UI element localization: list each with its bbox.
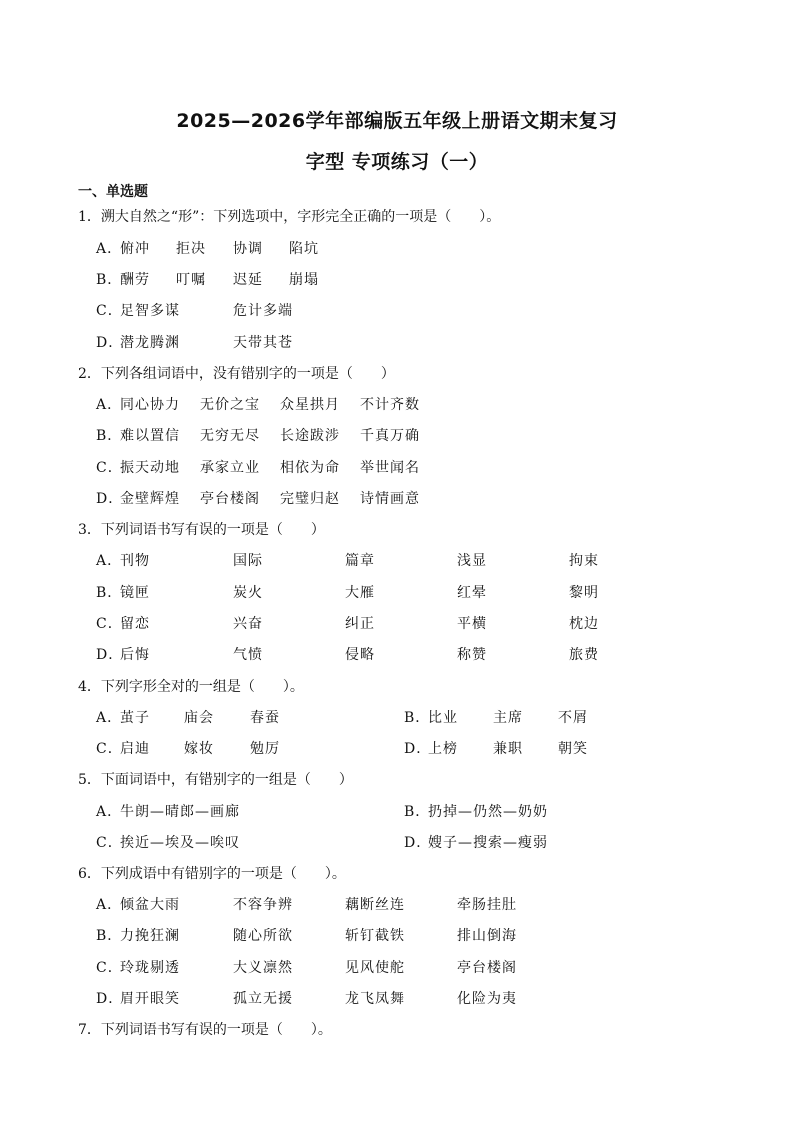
option-item: 拒决 <box>176 241 206 257</box>
option-item: 龙飞凤舞 <box>345 991 405 1007</box>
option-item: 孤立无援 <box>233 991 293 1007</box>
option-item: 排山倒海 <box>457 928 517 944</box>
option-item: 无穷无尽 <box>200 428 260 444</box>
question-3-stem: 3．下列词语书写有误的一项是（ ） <box>78 522 325 538</box>
option-item: 勉厉 <box>250 741 280 757</box>
option-item: 篇章 <box>345 553 375 569</box>
option-item: 潜龙腾渊 <box>120 335 180 351</box>
option-label: C． <box>96 960 123 976</box>
option-label: C． <box>96 460 123 476</box>
option-item: 留恋 <box>120 616 150 632</box>
question-5-stem: 5．下面词语中，有错别字的一组是（ ） <box>78 772 353 788</box>
q6-option-a <box>0 894 794 914</box>
option-item: 陷坑 <box>289 241 319 257</box>
question-6-stem: 6．下列成语中有错别字的一项是（ ）。 <box>78 866 346 882</box>
option-item: 挨近—埃及—唉叹 <box>120 835 240 851</box>
option-item: 俯冲 <box>120 241 150 257</box>
q1-option-d <box>0 332 794 352</box>
option-label: B． <box>96 928 123 944</box>
option-item: 倾盆大雨 <box>120 897 180 913</box>
q5-options-ab <box>0 801 794 821</box>
option-item: 侵略 <box>345 647 375 663</box>
option-item: 庙会 <box>184 710 214 726</box>
option-label: D． <box>96 647 124 663</box>
option-item: 玲珑剔透 <box>120 960 180 976</box>
option-item: 同心协力 <box>120 397 180 413</box>
option-item: 迟延 <box>233 272 263 288</box>
q6-option-d <box>0 988 794 1008</box>
option-item: 枕边 <box>569 616 599 632</box>
option-item: 茧子 <box>120 710 150 726</box>
option-item: 化险为夷 <box>457 991 517 1007</box>
q6-option-c <box>0 957 794 977</box>
option-label: B． <box>96 428 123 444</box>
option-item: 上榜 <box>428 741 458 757</box>
option-item: 牵肠挂肚 <box>457 897 517 913</box>
option-item: 斩钉截铁 <box>345 928 405 944</box>
q4-options-cd <box>0 738 794 758</box>
option-item: 协调 <box>233 241 263 257</box>
option-item: 镜匣 <box>120 585 150 601</box>
question-7-stem: 7．下列词语书写有误的一项是（ ）。 <box>78 1022 332 1038</box>
option-item: 称赞 <box>457 647 487 663</box>
option-item: 力挽狂澜 <box>120 928 180 944</box>
option-label: D． <box>96 991 124 1007</box>
option-label: B． <box>96 585 123 601</box>
option-item: 诗情画意 <box>360 491 420 507</box>
option-label: C． <box>96 741 123 757</box>
option-label: D． <box>96 335 124 351</box>
option-item: 启迪 <box>120 741 150 757</box>
q2-option-b <box>0 425 794 445</box>
document-title: 2025—2026学年部编版五年级上册语文期末复习 <box>176 110 618 132</box>
q3-option-a <box>0 550 794 570</box>
option-label: A． <box>96 397 123 413</box>
option-item: 旅费 <box>569 647 599 663</box>
option-label: C． <box>96 835 123 851</box>
option-item: 见风使舵 <box>345 960 405 976</box>
option-item: 不容争辨 <box>233 897 293 913</box>
option-item: 危计多端 <box>233 303 293 319</box>
section-heading: 一、单选题 <box>78 184 148 200</box>
q1-option-c <box>0 300 794 320</box>
option-item: 扔掉—仍然—奶奶 <box>428 804 548 820</box>
q2-option-c <box>0 457 794 477</box>
q5-options-cd <box>0 832 794 852</box>
option-label: A． <box>96 804 123 820</box>
option-item: 金壁辉煌 <box>120 491 180 507</box>
option-item: 无价之宝 <box>200 397 260 413</box>
option-label: C． <box>96 303 123 319</box>
document-subtitle: 字型 专项练习（一） <box>305 151 489 173</box>
question-1-stem: 1．溯大自然之“形”：下列选项中，字形完全正确的一项是（ ）。 <box>78 209 501 225</box>
option-item: 比业 <box>428 710 458 726</box>
option-item: 随心所欲 <box>233 928 293 944</box>
option-label: B． <box>404 804 431 820</box>
option-label: A． <box>96 710 123 726</box>
option-item: 大雁 <box>345 585 375 601</box>
option-item: 春蚕 <box>250 710 280 726</box>
question-4-stem: 4．下列字形全对的一组是（ ）。 <box>78 679 304 695</box>
option-item: 叮嘱 <box>176 272 206 288</box>
option-item: 嫁妆 <box>184 741 214 757</box>
option-item: 崩塌 <box>289 272 319 288</box>
option-item: 振天动地 <box>120 460 180 476</box>
option-item: 亭台楼阁 <box>457 960 517 976</box>
option-item: 红晕 <box>457 585 487 601</box>
option-item: 足智多谋 <box>120 303 180 319</box>
option-item: 难以置信 <box>120 428 180 444</box>
option-label: C． <box>96 616 123 632</box>
option-item: 不屑 <box>558 710 588 726</box>
option-item: 平横 <box>457 616 487 632</box>
option-item: 炭火 <box>233 585 263 601</box>
q1-option-a <box>0 238 794 258</box>
option-item: 承家立业 <box>200 460 260 476</box>
option-item: 主席 <box>493 710 523 726</box>
option-label: D． <box>96 491 124 507</box>
option-item: 不计齐数 <box>360 397 420 413</box>
option-label: A． <box>96 897 123 913</box>
option-item: 嫂子—搜索—瘦弱 <box>428 835 548 851</box>
q4-options-ab <box>0 707 794 727</box>
option-item: 亭台楼阁 <box>200 491 260 507</box>
option-label: B． <box>96 272 123 288</box>
option-item: 后悔 <box>120 647 150 663</box>
option-item: 黎明 <box>569 585 599 601</box>
option-item: 浅显 <box>457 553 487 569</box>
option-item: 众星拱月 <box>280 397 340 413</box>
option-item: 千真万确 <box>360 428 420 444</box>
option-item: 纠正 <box>345 616 375 632</box>
q2-option-d <box>0 488 794 508</box>
question-2-stem: 2．下列各组词语中，没有错别字的一项是（ ） <box>78 366 395 382</box>
q3-option-b <box>0 582 794 602</box>
q3-option-d <box>0 644 794 664</box>
q3-option-c <box>0 613 794 633</box>
option-item: 牛朗—晴郎—画廊 <box>120 804 240 820</box>
option-item: 气愤 <box>233 647 263 663</box>
option-item: 朝笑 <box>558 741 588 757</box>
option-item: 兴奋 <box>233 616 263 632</box>
option-item: 酬劳 <box>120 272 150 288</box>
option-item: 天带其苍 <box>233 335 293 351</box>
option-item: 拘束 <box>569 553 599 569</box>
option-item: 兼职 <box>493 741 523 757</box>
option-label: A． <box>96 241 123 257</box>
option-item: 刊物 <box>120 553 150 569</box>
q1-option-b <box>0 269 794 289</box>
option-label: D． <box>404 835 432 851</box>
option-item: 大义凛然 <box>233 960 293 976</box>
option-item: 藕断丝连 <box>345 897 405 913</box>
option-label: A． <box>96 553 123 569</box>
option-item: 眉开眼笑 <box>120 991 180 1007</box>
option-item: 国际 <box>233 553 263 569</box>
option-item: 举世闻名 <box>360 460 420 476</box>
option-label: B． <box>404 710 431 726</box>
option-item: 相依为命 <box>280 460 340 476</box>
option-item: 完璧归赵 <box>280 491 340 507</box>
option-label: D． <box>404 741 432 757</box>
q6-option-b <box>0 925 794 945</box>
q2-option-a <box>0 394 794 414</box>
option-item: 长途跋涉 <box>280 428 340 444</box>
